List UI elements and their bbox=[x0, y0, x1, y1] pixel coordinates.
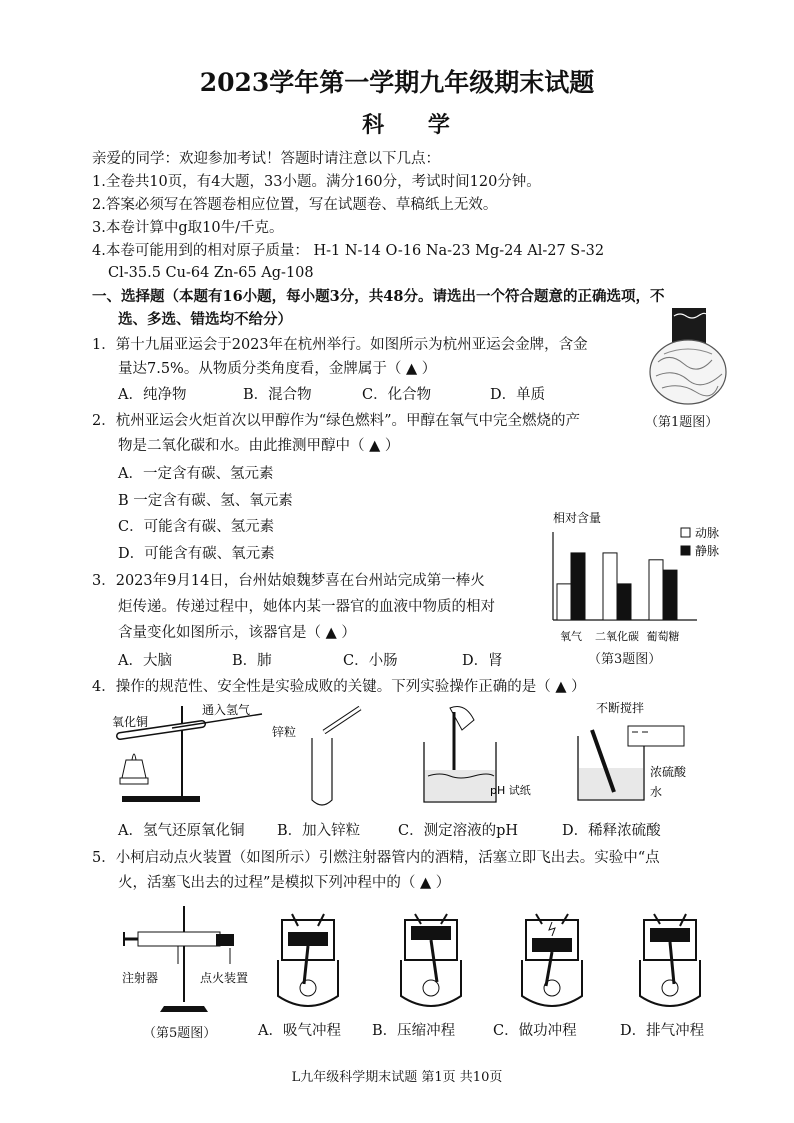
notice-item: 4.本卷可能用到的相对原子质量： H-1 N-14 O-16 Na-23 Mg-24 Al-27 S-32 bbox=[92, 243, 605, 259]
figure-1-caption: （第1题图） bbox=[645, 415, 719, 430]
apparatus-b-adding-zinc bbox=[272, 700, 382, 812]
notice-item: 1.全卷共10页，有4大题，33小题。满分160分，考试时间120分钟。 bbox=[92, 174, 541, 190]
question-5-option-b: B．压缩冲程 bbox=[372, 1023, 456, 1039]
label-ph-paper: pH 试纸 bbox=[490, 784, 531, 797]
question-1-option-c: C．化合物 bbox=[362, 387, 432, 403]
legend-swatch bbox=[681, 546, 690, 555]
x-tick-label: 葡萄糖 bbox=[646, 630, 680, 643]
subject-title: 科 学 bbox=[362, 112, 468, 138]
notice-item: 3.本卷计算中g取10牛/千克。 bbox=[92, 220, 284, 236]
notice-item: 2.答案必须写在答题卷相应位置，写在试题卷、草稿纸上无效。 bbox=[92, 197, 498, 213]
question-1-option-a: A．纯净物 bbox=[118, 387, 187, 403]
question-5-option-c: C．做功冲程 bbox=[493, 1023, 577, 1039]
page-footer: L九年级科学期末试题 第1页 共10页 bbox=[291, 1070, 503, 1085]
engine-diagram-compression-stroke bbox=[395, 912, 467, 1012]
question-4-option-c: C．测定溶液的pH bbox=[398, 823, 519, 839]
question-3-option-b: B．肺 bbox=[232, 653, 272, 669]
label-copper-oxide: 氧化铜 bbox=[112, 715, 149, 729]
question-3-stem: 炬传递。传递过程中，她体内某一器官的血液中物质的相对 bbox=[118, 599, 495, 615]
question-3-stem: 含量变化如图所示，该器官是（ ▲ ） bbox=[118, 625, 356, 641]
question-4-option-d: D．稀释浓硫酸 bbox=[562, 823, 661, 839]
question-5-option-a: A．吸气冲程 bbox=[258, 1023, 341, 1039]
section-heading-cont: 选、多选、错选均不给分） bbox=[118, 311, 292, 328]
chart-y-label: 相对含量 bbox=[553, 511, 602, 525]
bar-1-1 bbox=[617, 584, 631, 620]
question-1-stem: 量达7.5%。从物质分类角度看，金牌属于（ ▲ ） bbox=[118, 361, 437, 377]
figure-5-caption: （第5题图） bbox=[143, 1026, 217, 1041]
label-water: 水 bbox=[650, 785, 663, 799]
apparatus-a-hydrogen-reduction bbox=[112, 698, 282, 810]
bar-1-0 bbox=[603, 553, 617, 620]
question-3-option-c: C．小肠 bbox=[343, 653, 398, 669]
figure-3-caption: （第3题图） bbox=[588, 652, 662, 667]
question-2-option-b: B 一定含有碳、氢、氧元素 bbox=[118, 493, 293, 509]
bar-2-1 bbox=[663, 570, 677, 620]
question-5-stem: 火，活塞飞出去的过程”是模拟下列冲程中的（ ▲ ） bbox=[118, 875, 451, 891]
question-2-option-c: C．可能含有碳、氢元素 bbox=[118, 519, 275, 535]
engine-diagram-power-stroke bbox=[516, 912, 588, 1012]
engine-diagram-intake-stroke bbox=[272, 912, 344, 1012]
question-1-option-b: B．混合物 bbox=[243, 387, 312, 403]
legend-label: 动脉 bbox=[695, 526, 720, 540]
question-3-stem: 3．2023年9月14日，台州姑娘魏梦喜在台州站完成第一棒火 bbox=[92, 573, 485, 589]
label-stir-constantly: 不断搅拌 bbox=[596, 701, 645, 715]
bar-0-1 bbox=[571, 553, 585, 620]
x-tick-label: 二氧化碳 bbox=[595, 630, 639, 643]
question-3-option-a: A．大脑 bbox=[118, 653, 172, 669]
x-tick-label: 氧气 bbox=[560, 630, 582, 643]
medal-disc bbox=[650, 340, 726, 404]
question-4-option-b: B．加入锌粒 bbox=[277, 823, 361, 839]
question-1-stem: 1．第十九届亚运会于2023年在杭州举行。如图所示为杭州亚运会金牌，含金 bbox=[92, 337, 588, 353]
bar-2-0 bbox=[649, 560, 663, 620]
label-zinc-granules: 锌粒 bbox=[272, 725, 297, 739]
gold-medal-figure bbox=[640, 302, 732, 408]
question-2-stem: 2．杭州亚运会火炬首次以甲醇作为“绿色燃料”。甲醇在氧气中完全燃烧的产 bbox=[92, 413, 581, 429]
legend-swatch bbox=[681, 528, 690, 537]
label-hydrogen-in: 通入氢气 bbox=[202, 703, 251, 717]
notice-item: Cl-35.5 Cu-64 Zn-65 Ag-108 bbox=[108, 265, 314, 281]
question-2-option-a: A．一定含有碳、氢元素 bbox=[118, 466, 274, 482]
bar-0-0 bbox=[557, 584, 571, 620]
question-3-option-d: D．肾 bbox=[462, 653, 503, 669]
legend-label: 静脉 bbox=[695, 544, 720, 558]
figure-3-bar-chart bbox=[535, 508, 735, 648]
label-conc-sulfuric-acid: 浓硫酸 bbox=[650, 765, 687, 779]
apparatus-c-measure-ph bbox=[410, 702, 550, 810]
question-2-option-d: D．可能含有碳、氧元素 bbox=[118, 546, 275, 562]
label-syringe: 注射器 bbox=[122, 971, 159, 985]
notice-intro: 亲爱的同学：欢迎参加考试！答题时请注意以下几点： bbox=[92, 151, 440, 167]
question-2-stem: 物是二氧化碳和水。由此推测甲醇中（ ▲ ） bbox=[118, 438, 400, 454]
apparatus-d-dilute-acid bbox=[572, 700, 722, 812]
page-title: 2023学年第一学期九年级期末试题 bbox=[199, 68, 595, 97]
question-4-stem: 4．操作的规范性、安全性是实验成败的关键。下列实验操作正确的是（ ▲ ） bbox=[92, 679, 586, 695]
engine-diagram-exhaust-stroke bbox=[634, 912, 706, 1012]
label-igniter: 点火装置 bbox=[200, 971, 249, 985]
question-1-option-d: D．单质 bbox=[490, 387, 546, 403]
figure-5-syringe-igniter bbox=[118, 902, 258, 1020]
section-heading: 一、选择题（本题有16小题，每小题3分，共48分。请选出一个符合题意的正确选项，不 bbox=[92, 288, 665, 305]
question-5-option-d: D．排气冲程 bbox=[620, 1023, 705, 1039]
question-5-stem: 5．小柯启动点火装置（如图所示）引燃注射器管内的酒精，活塞立即飞出去。实验中“点 bbox=[92, 850, 660, 866]
question-4-option-a: A．氢气还原氧化铜 bbox=[118, 823, 245, 839]
